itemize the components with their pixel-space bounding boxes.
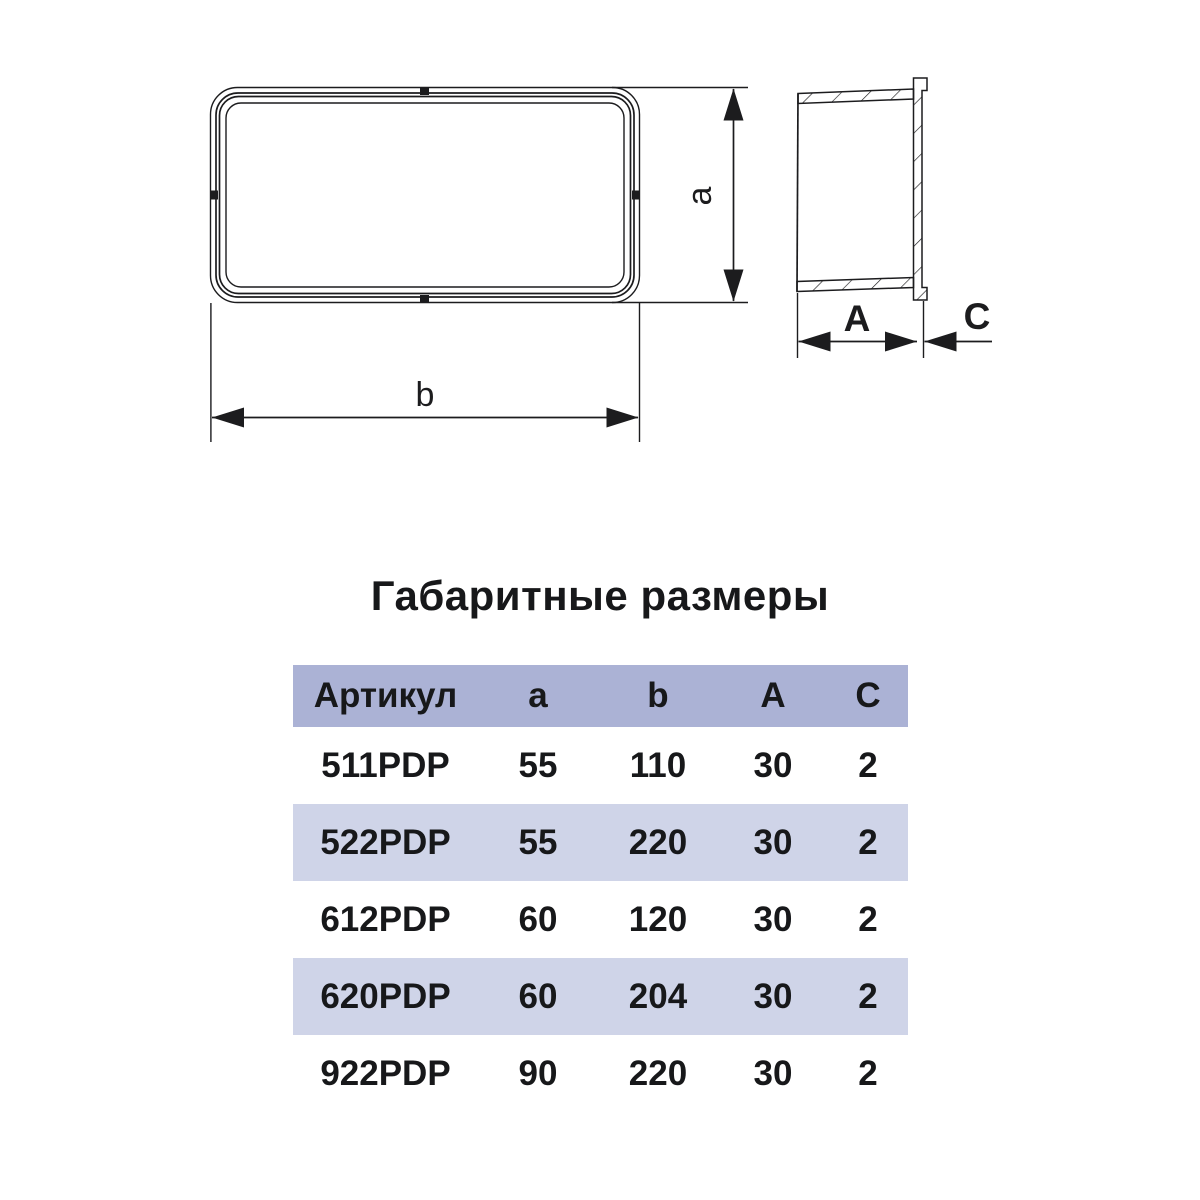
side-flange [914,78,928,300]
column-header-article: Артикул [313,676,458,715]
dimension-b-label: b [415,376,435,414]
arrow-left-icon [799,332,831,352]
cell-a: 55 [518,822,558,862]
dimension-a-label: a [681,186,719,206]
tick-left [210,191,218,200]
dimensions-table [293,665,908,1112]
table-row [293,1035,908,1112]
cell-article: 922PDP [320,1053,451,1093]
column-header-C: C [855,676,881,715]
table-row [293,958,908,1035]
side-left-edge [797,94,798,292]
table-row [293,881,908,958]
table-row [293,727,908,804]
cell-C: 2 [858,899,878,939]
side-bottom-wall [797,278,914,292]
cell-a: 55 [518,745,558,785]
cell-a: 90 [518,1053,558,1093]
column-header-b: b [647,676,669,715]
duct-outline-second [216,93,634,297]
tick-bottom [420,295,429,303]
cell-article: 612PDP [320,899,451,939]
cell-article: 511PDP [321,745,450,785]
arrow-up-icon [724,89,744,121]
dimension-C [925,296,993,352]
cell-A: 30 [753,1053,793,1093]
cell-article: 522PDP [320,822,451,862]
front-view-drawing [210,87,748,442]
column-header-A: A [760,676,786,715]
cell-a: 60 [518,899,558,939]
table-header-row [293,665,908,727]
cell-b: 110 [629,745,687,785]
cell-A: 30 [753,745,793,785]
dimension-C-label: C [963,296,991,337]
cell-b: 120 [628,899,688,939]
side-view-drawing [797,78,992,358]
arrow-down-icon [724,270,744,302]
cell-A: 30 [753,899,793,939]
arrow-right-icon [885,332,917,352]
tick-right [632,191,640,200]
cell-a: 60 [518,976,558,1016]
cell-article: 620PDP [320,976,451,1016]
cell-C: 2 [858,976,878,1016]
page-title: Габаритные размеры [370,572,830,619]
arrow-left-icon [212,408,244,428]
column-header-a: a [528,676,548,715]
duct-outline-inner [226,103,624,287]
dimension-A [798,293,924,358]
dimension-b [211,303,640,442]
arrow-right-icon [607,408,639,428]
cell-A: 30 [753,822,793,862]
cell-C: 2 [858,745,878,785]
cell-A: 30 [753,976,793,1016]
arrow-left-icon [925,332,957,352]
cell-b: 220 [628,1053,688,1093]
tick-top [420,87,429,95]
technical-drawing [0,0,1200,560]
cell-C: 2 [858,822,878,862]
duct-outline-outer [211,88,640,303]
mold-tick-marks [210,87,640,303]
cell-b: 220 [628,822,688,862]
table-row [293,804,908,881]
side-top-wall [798,89,914,104]
dimension-A-label: A [843,298,871,339]
cell-b: 204 [628,976,688,1016]
duct-outline-third [220,97,631,294]
cell-C: 2 [858,1053,878,1093]
